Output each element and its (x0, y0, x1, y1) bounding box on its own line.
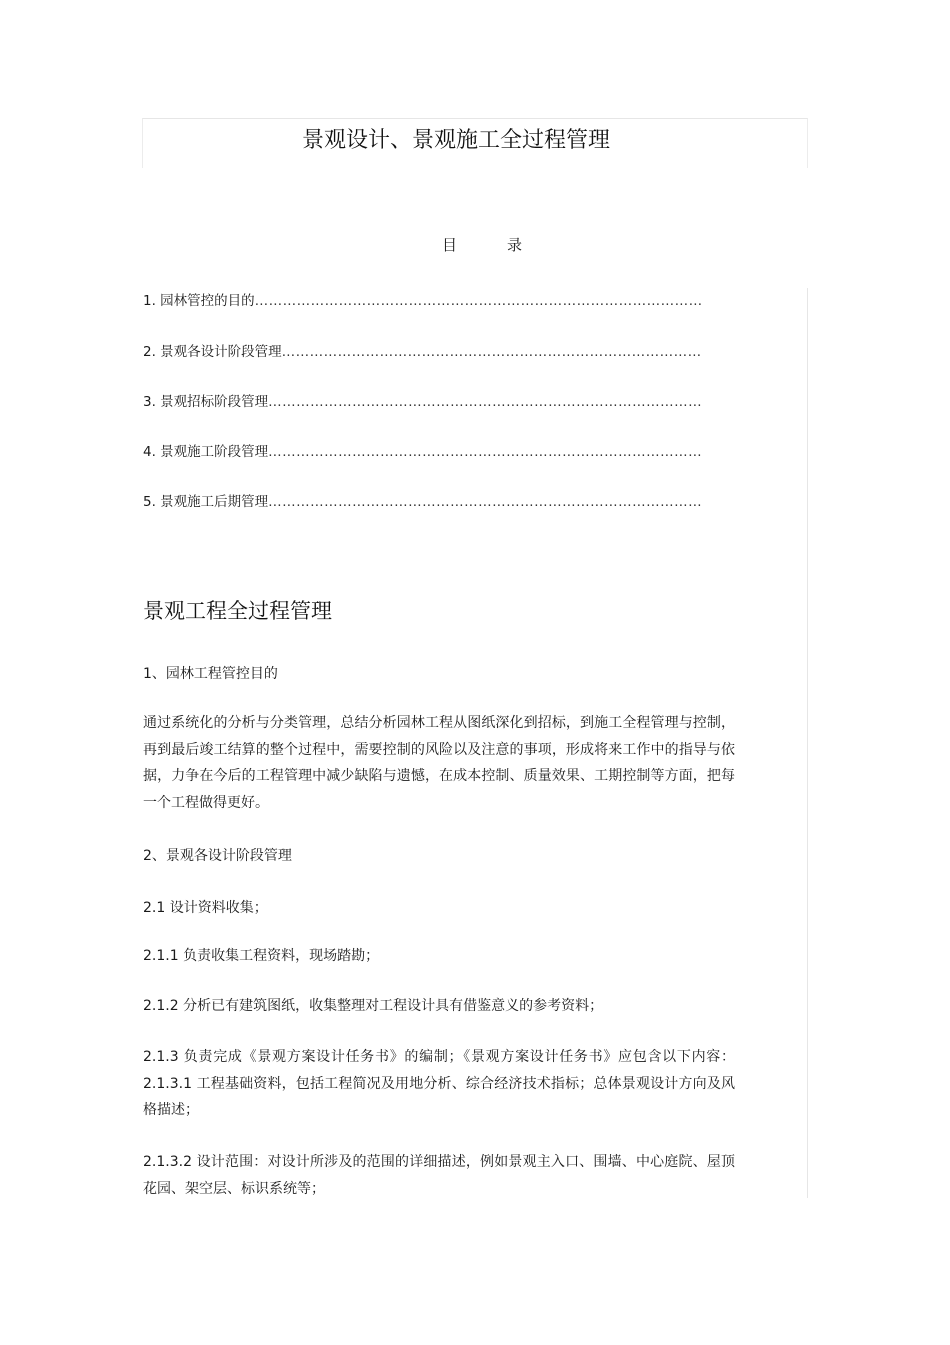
toc-item[interactable] (143, 392, 703, 412)
toc-item-label: 2. 景观各设计阶段管理 (143, 344, 282, 360)
heading-1: 1、园林工程管控目的 (143, 666, 278, 682)
toc-leader-dots: ………………………………………………………………………………… (268, 394, 703, 410)
toc-leader-dots: ………………………………………………………………………………… (268, 494, 703, 510)
toc-leader-dots: ……………………………………………………………………………… (281, 344, 702, 360)
item-2-1-3: 2.1.3 负责完成《景观方案设计任务书》的编制；《景观方案设计任务书》应包含以下内容： 2.1.3.1 工程基础资料，包括工程简况及用地分析、综合经济技术指标；总体景观设计方向及风格描述； (143, 1049, 735, 1118)
toc-item-label: 3. 景观招标阶段管理 (143, 394, 269, 410)
toc-leader-dots: ………………………………………………………………………………… (268, 444, 703, 460)
toc-item[interactable] (143, 291, 703, 311)
toc-item-label: 1. 园林管控的目的 (143, 293, 255, 309)
heading-2: 2、景观各设计阶段管理 (143, 848, 292, 864)
toc-heading-left: 目 (442, 236, 458, 254)
toc-item-label: 5. 景观施工后期管理 (143, 494, 269, 510)
toc-item[interactable] (143, 442, 703, 462)
item-2-1-1: 2.1.1 负责收集工程资料，现场踏勘； (143, 948, 380, 964)
page-border-right (807, 288, 808, 1198)
section-title: 景观工程全过程管理 (143, 599, 332, 623)
item-2-1-3-2: 2.1.3.2 设计范围：对设计所涉及的范围的详细描述，例如景观主入口、围墙、中心庭院、屋顶花园、架空层、标识系统等； (143, 1154, 735, 1197)
toc-item[interactable] (143, 342, 703, 362)
item-2-1-2: 2.1.2 分析已有建筑图纸，收集整理对工程设计具有借鉴意义的参考资料； (143, 998, 604, 1014)
subheading-2-1: 2.1 设计资料收集； (143, 900, 268, 916)
toc-heading (442, 235, 522, 255)
toc-leader-dots: …………………………………………………………………………………… (254, 293, 703, 309)
toc-heading-right: 录 (506, 236, 522, 254)
toc-item-label: 4. 景观施工阶段管理 (143, 444, 269, 460)
toc-item[interactable] (143, 492, 703, 512)
document-title: 景观设计、景观施工全过程管理 (301, 128, 610, 153)
paragraph-purpose: 通过系统化的分析与分类管理，总结分析园林工程从图纸深化到招标，到施工全程管理与控制，再到最后竣工结算的整个过程中，需要控制的风险以及注意的事项，形成将来工作中的指导与依据，力争在今后的工程管理中减少缺陷与遗憾，在成本控制、质量效果、工期控制等方面，把每一个工程做得更好。 (143, 715, 735, 811)
